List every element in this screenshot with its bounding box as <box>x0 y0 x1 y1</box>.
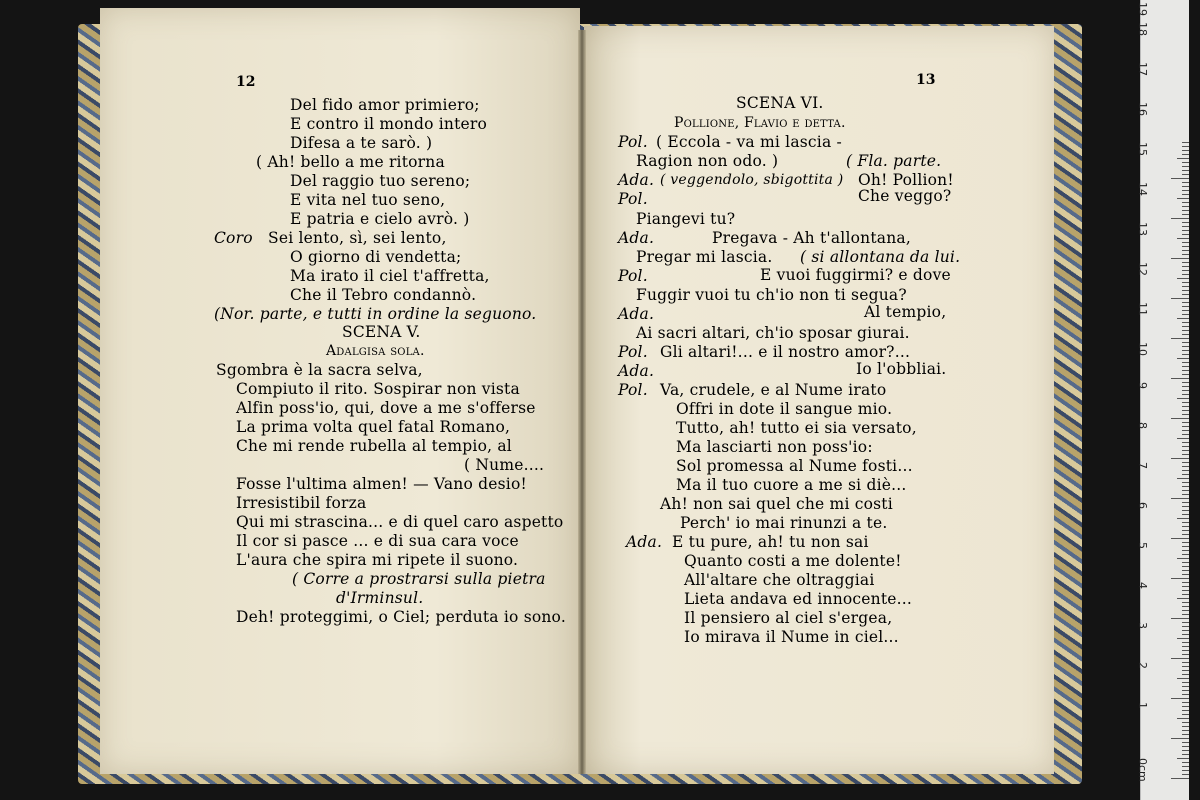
ruler-tick <box>1182 330 1189 331</box>
ruler-tick <box>1182 522 1189 523</box>
ruler-tick <box>1182 542 1189 543</box>
ruler-tick <box>1182 602 1189 603</box>
speaker-label: Ada. <box>618 229 655 247</box>
ruler-tick <box>1171 218 1189 219</box>
ruler-tick <box>1182 166 1189 167</box>
ruler-mark: 11 <box>1136 302 1149 316</box>
ruler-tick <box>1171 738 1189 739</box>
text-line: Difesa a te sarò. ) <box>290 134 433 152</box>
ruler-tick <box>1182 410 1189 411</box>
ruler-tick <box>1177 398 1189 399</box>
speaker-label: Ada. <box>618 171 655 189</box>
speaker-label: Ada. <box>618 305 655 323</box>
ruler-mark: 5 <box>1136 542 1149 549</box>
speaker-label: Coro <box>214 229 253 247</box>
ruler-tick <box>1182 486 1189 487</box>
ruler-tick <box>1171 418 1189 419</box>
ruler-mark: 16 <box>1136 102 1149 116</box>
ruler-tick <box>1171 458 1189 459</box>
ruler-tick <box>1177 638 1189 639</box>
character-heading: Pollione, Flavio e detta. <box>674 115 846 131</box>
ruler-tick <box>1177 198 1189 199</box>
ruler-tick <box>1182 230 1189 231</box>
text-line: L'aura che spira mi ripete il suono. <box>236 551 519 569</box>
ruler-tick <box>1182 214 1189 215</box>
text-line: Al tempio, <box>864 303 947 321</box>
ruler-tick <box>1177 158 1189 159</box>
ruler-tick <box>1182 194 1189 195</box>
ruler-tick <box>1182 234 1189 235</box>
text-line: Lieta andava ed innocente... <box>684 590 913 608</box>
ruler-tick <box>1182 650 1189 651</box>
text-line: E tu pure, ah! tu non sai <box>672 533 869 551</box>
ruler-tick <box>1171 378 1189 379</box>
ruler-tick <box>1182 630 1189 631</box>
ruler-tick <box>1182 386 1189 387</box>
text-line: Del raggio tuo sereno; <box>290 172 471 190</box>
ruler-tick <box>1182 574 1189 575</box>
ruler-tick <box>1182 406 1189 407</box>
text-line: Perch' io mai rinunzi a te. <box>680 514 888 532</box>
ruler-mark: 13 <box>1136 222 1149 236</box>
ruler-tick <box>1182 610 1189 611</box>
ruler-tick <box>1182 266 1189 267</box>
ruler-tick <box>1182 434 1189 435</box>
ruler-mark: 3 <box>1136 622 1149 629</box>
ruler-tick <box>1182 770 1189 771</box>
ruler-tick <box>1182 206 1189 207</box>
ruler-tick <box>1182 394 1189 395</box>
ruler-tick <box>1182 450 1189 451</box>
text-line: Deh! proteggimi, o Ciel; perduta io sono. <box>236 608 566 626</box>
ruler-tick <box>1182 202 1189 203</box>
ruler-tick <box>1182 550 1189 551</box>
ruler-mark: 19 <box>1136 2 1149 16</box>
text-line: E vuoi fuggirmi? e dove <box>760 266 951 284</box>
text-line: Ai sacri altari, ch'io sposar giurai. <box>636 324 910 342</box>
ruler-mark: 14 <box>1136 182 1149 196</box>
ruler-tick <box>1177 318 1189 319</box>
ruler-tick <box>1182 634 1189 635</box>
ruler-tick <box>1182 422 1189 423</box>
ruler-tick <box>1182 570 1189 571</box>
text-line: Irresistibil forza <box>236 494 367 512</box>
text-line: Offri in dote il sangue mio. <box>676 400 893 418</box>
text-line: ( Ah! bello a me ritorna <box>256 153 445 171</box>
ruler-tick <box>1171 258 1189 259</box>
text-line: ( Eccola - va mi lascia - <box>656 133 842 151</box>
ruler-tick <box>1182 694 1189 695</box>
ruler-mark: 12 <box>1136 262 1149 276</box>
ruler-tick <box>1182 502 1189 503</box>
speaker-label: Pol. <box>618 381 648 399</box>
ruler-tick <box>1182 174 1189 175</box>
ruler-tick <box>1182 334 1189 335</box>
ruler-tick <box>1182 626 1189 627</box>
ruler-tick <box>1182 270 1189 271</box>
ruler-tick <box>1182 302 1189 303</box>
ruler-tick <box>1182 726 1189 727</box>
ruler-tick <box>1182 746 1189 747</box>
stage-direction: ( Corre a prostrarsi sulla pietra <box>292 570 546 588</box>
text-line: O giorno di vendetta; <box>290 248 462 266</box>
ruler-tick <box>1182 646 1189 647</box>
ruler-tick <box>1177 438 1189 439</box>
ruler-tick <box>1182 742 1189 743</box>
ruler-tick <box>1182 506 1189 507</box>
ruler-tick <box>1182 730 1189 731</box>
ruler-tick <box>1182 242 1189 243</box>
text-line: E patria e cielo avrò. ) <box>290 210 470 228</box>
left-page-number: 12 <box>236 74 256 90</box>
ruler-tick <box>1182 150 1189 151</box>
text-line: ( Nume.... <box>464 456 545 474</box>
ruler-tick <box>1182 482 1189 483</box>
ruler-tick <box>1182 562 1189 563</box>
ruler-tick <box>1177 478 1189 479</box>
ruler-tick <box>1182 462 1189 463</box>
ruler-unit: 0cm <box>1136 758 1149 782</box>
text-line: Del fido amor primiero; <box>290 96 480 114</box>
ruler-tick <box>1182 350 1189 351</box>
ruler-tick <box>1182 774 1189 775</box>
ruler-tick <box>1171 578 1189 579</box>
text-line: Piangevi tu? <box>636 210 736 228</box>
ruler-tick <box>1171 698 1189 699</box>
ruler-tick <box>1182 442 1189 443</box>
ruler-tick <box>1182 366 1189 367</box>
measurement-ruler <box>1136 0 1189 800</box>
ruler-tick <box>1182 162 1189 163</box>
text-line: Che mi rende rubella al tempio, al <box>236 437 512 455</box>
ruler-tick <box>1182 294 1189 295</box>
ruler-tick <box>1182 546 1189 547</box>
speaker-label: Pol. <box>618 343 648 361</box>
ruler-tick <box>1177 358 1189 359</box>
ruler-tick <box>1182 226 1189 227</box>
ruler-tick <box>1177 758 1189 759</box>
ruler-tick <box>1182 414 1189 415</box>
text-line: Ragion non odo. ) <box>636 152 779 170</box>
ruler-tick <box>1182 470 1189 471</box>
ruler-tick <box>1177 278 1189 279</box>
ruler-tick <box>1182 306 1189 307</box>
ruler-tick <box>1182 614 1189 615</box>
ruler-tick <box>1182 346 1189 347</box>
text-line: Sgombra è la sacra selva, <box>216 361 423 379</box>
ruler-tick <box>1182 322 1189 323</box>
ruler-tick <box>1182 666 1189 667</box>
ruler-tick <box>1182 262 1189 263</box>
scene-heading: SCENA VI. <box>736 94 824 112</box>
text-line: Sei lento, sì, sei lento, <box>268 229 447 247</box>
text-line: Fosse l'ultima almen! — Vano desio! <box>236 475 527 493</box>
ruler-tick <box>1171 178 1189 179</box>
character-heading: Adalgisa sola. <box>326 343 425 359</box>
ruler-tick <box>1182 326 1189 327</box>
ruler-tick <box>1182 606 1189 607</box>
text-line: Il pensiero al ciel s'ergea, <box>684 609 893 627</box>
ruler-tick <box>1182 590 1189 591</box>
text-line: E vita nel tuo seno, <box>290 191 446 209</box>
ruler-tick <box>1177 558 1189 559</box>
ruler-tick <box>1182 734 1189 735</box>
ruler-tick <box>1171 658 1189 659</box>
ruler-tick <box>1182 686 1189 687</box>
text-line: Io mirava il Nume in ciel... <box>684 628 899 646</box>
ruler-tick <box>1177 678 1189 679</box>
ruler-tick <box>1177 238 1189 239</box>
speaker-label: Pol. <box>618 133 648 151</box>
ruler-tick <box>1182 682 1189 683</box>
text-line: Ma lasciarti non poss'io: <box>676 438 873 456</box>
ruler-tick <box>1182 722 1189 723</box>
ruler-tick <box>1182 474 1189 475</box>
ruler-tick <box>1182 554 1189 555</box>
text-line: Qui mi strascina... e di quel caro aspetto <box>236 513 564 531</box>
text-line: Quanto costi a me dolente! <box>684 552 902 570</box>
ruler-tick <box>1182 762 1189 763</box>
speaker-label: Pol. <box>618 190 648 208</box>
ruler-tick <box>1182 622 1189 623</box>
ruler-tick <box>1182 766 1189 767</box>
right-page-number: 13 <box>916 72 936 88</box>
text-line: Oh! Pollion! <box>858 171 954 189</box>
ruler-tick <box>1182 290 1189 291</box>
ruler-tick <box>1182 494 1189 495</box>
text-line: Che veggo? <box>858 187 952 205</box>
ruler-tick <box>1182 706 1189 707</box>
ruler-tick <box>1177 518 1189 519</box>
scene-heading: SCENA V. <box>342 323 421 341</box>
ruler-tick <box>1182 274 1189 275</box>
ruler-mark: 9 <box>1136 382 1149 389</box>
ruler-tick <box>1182 530 1189 531</box>
ruler-tick <box>1182 586 1189 587</box>
ruler-tick <box>1177 718 1189 719</box>
text-line: Pregava - Ah t'allontana, <box>712 229 911 247</box>
text-line: Ma irato il ciel t'affretta, <box>290 267 490 285</box>
ruler-tick <box>1171 618 1189 619</box>
text-line: Che il Tebro condannò. <box>290 286 477 304</box>
text-line: Io l'obbliai. <box>856 360 947 378</box>
text-line: Ma il tuo cuore a me si diè... <box>676 476 907 494</box>
ruler-tick <box>1182 314 1189 315</box>
ruler-tick <box>1182 702 1189 703</box>
ruler-mark: 2 <box>1136 662 1149 669</box>
ruler-tick <box>1182 526 1189 527</box>
ruler-tick <box>1182 446 1189 447</box>
ruler-tick <box>1182 246 1189 247</box>
ruler-tick <box>1182 370 1189 371</box>
speaker-label: Ada. <box>618 362 655 380</box>
text-line: Tutto, ah! tutto ei sia versato, <box>676 419 917 437</box>
ruler-tick <box>1182 662 1189 663</box>
ruler-tick <box>1182 354 1189 355</box>
text-line: Va, crudele, e al Nume irato <box>660 381 887 399</box>
text-line: Il cor si pasce ... e di sua cara voce <box>236 532 519 550</box>
ruler-mark: 6 <box>1136 502 1149 509</box>
text-line: Pregar mi lascia. <box>636 248 773 266</box>
ruler-tick <box>1182 374 1189 375</box>
ruler-tick <box>1182 310 1189 311</box>
stage-direction: (Nor. parte, e tutti in ordine la seguono. <box>214 305 537 323</box>
ruler-tick <box>1182 690 1189 691</box>
ruler-tick <box>1182 514 1189 515</box>
ruler-tick <box>1171 298 1189 299</box>
ruler-tick <box>1182 210 1189 211</box>
ruler-tick <box>1182 222 1189 223</box>
ruler-tick <box>1182 250 1189 251</box>
ruler-tick <box>1182 142 1189 143</box>
text-line: Ah! non sai quel che mi costi <box>660 495 893 513</box>
stage-direction: ( si allontana da lui. <box>800 248 961 266</box>
ruler-tick <box>1182 170 1189 171</box>
ruler-tick <box>1182 254 1189 255</box>
ruler-tick <box>1182 510 1189 511</box>
ruler-tick <box>1182 382 1189 383</box>
ruler-tick <box>1182 670 1189 671</box>
ruler-tick <box>1171 538 1189 539</box>
text-line: Compiuto il rito. Sospirar non vista <box>236 380 520 398</box>
ruler-tick <box>1182 154 1189 155</box>
ruler-tick <box>1182 454 1189 455</box>
speaker-label: Pol. <box>618 267 648 285</box>
ruler-tick <box>1182 390 1189 391</box>
ruler-tick <box>1182 754 1189 755</box>
text-line: E contro il mondo intero <box>290 115 488 133</box>
ruler-mark: 1 <box>1136 702 1149 709</box>
ruler-tick <box>1182 566 1189 567</box>
ruler-tick <box>1182 594 1189 595</box>
ruler-tick <box>1177 598 1189 599</box>
ruler-tick <box>1182 714 1189 715</box>
ruler-tick <box>1182 362 1189 363</box>
stage-direction: d'Irminsul. <box>336 589 424 607</box>
ruler-tick <box>1171 338 1189 339</box>
ruler-tick <box>1182 674 1189 675</box>
ruler-mark: 17 <box>1136 62 1149 76</box>
speaker-label: Ada. <box>626 533 663 551</box>
ruler-tick <box>1182 190 1189 191</box>
ruler-tick <box>1182 490 1189 491</box>
ruler-tick <box>1182 402 1189 403</box>
ruler-tick <box>1182 426 1189 427</box>
ruler-tick <box>1182 582 1189 583</box>
text-line: Fuggir vuoi tu ch'io non ti segua? <box>636 286 907 304</box>
ruler-tick <box>1182 654 1189 655</box>
text-line: Gli altari!... e il nostro amor?... <box>660 343 911 361</box>
ruler-mark: 10 <box>1136 342 1149 356</box>
ruler-tick <box>1182 286 1189 287</box>
ruler-tick <box>1182 750 1189 751</box>
ruler-tick <box>1182 710 1189 711</box>
ruler-tick <box>1182 466 1189 467</box>
ruler-tick <box>1182 342 1189 343</box>
ruler-tick <box>1182 146 1189 147</box>
stage-direction: ( veggendolo, sbigottita ) <box>660 172 844 188</box>
ruler-tick <box>1182 642 1189 643</box>
text-line: La prima volta quel fatal Romano, <box>236 418 511 436</box>
ruler-mark: 8 <box>1136 422 1149 429</box>
stage-direction: ( Fla. parte. <box>846 152 942 170</box>
ruler-mark: 7 <box>1136 462 1149 469</box>
ruler-mark: 18 <box>1136 22 1149 36</box>
book-gutter <box>578 30 586 774</box>
ruler-tick <box>1171 778 1189 779</box>
text-line: Alfin poss'io, qui, dove a me s'offerse <box>236 399 536 417</box>
text-line: All'altare che oltraggiai <box>684 571 875 589</box>
ruler-mark: 15 <box>1136 142 1149 156</box>
ruler-tick <box>1182 282 1189 283</box>
ruler-tick <box>1182 182 1189 183</box>
ruler-tick <box>1182 430 1189 431</box>
text-line: Sol promessa al Nume fosti... <box>676 457 913 475</box>
ruler-mark: 4 <box>1136 582 1149 589</box>
ruler-tick <box>1171 498 1189 499</box>
ruler-tick <box>1182 186 1189 187</box>
ruler-tick <box>1182 534 1189 535</box>
